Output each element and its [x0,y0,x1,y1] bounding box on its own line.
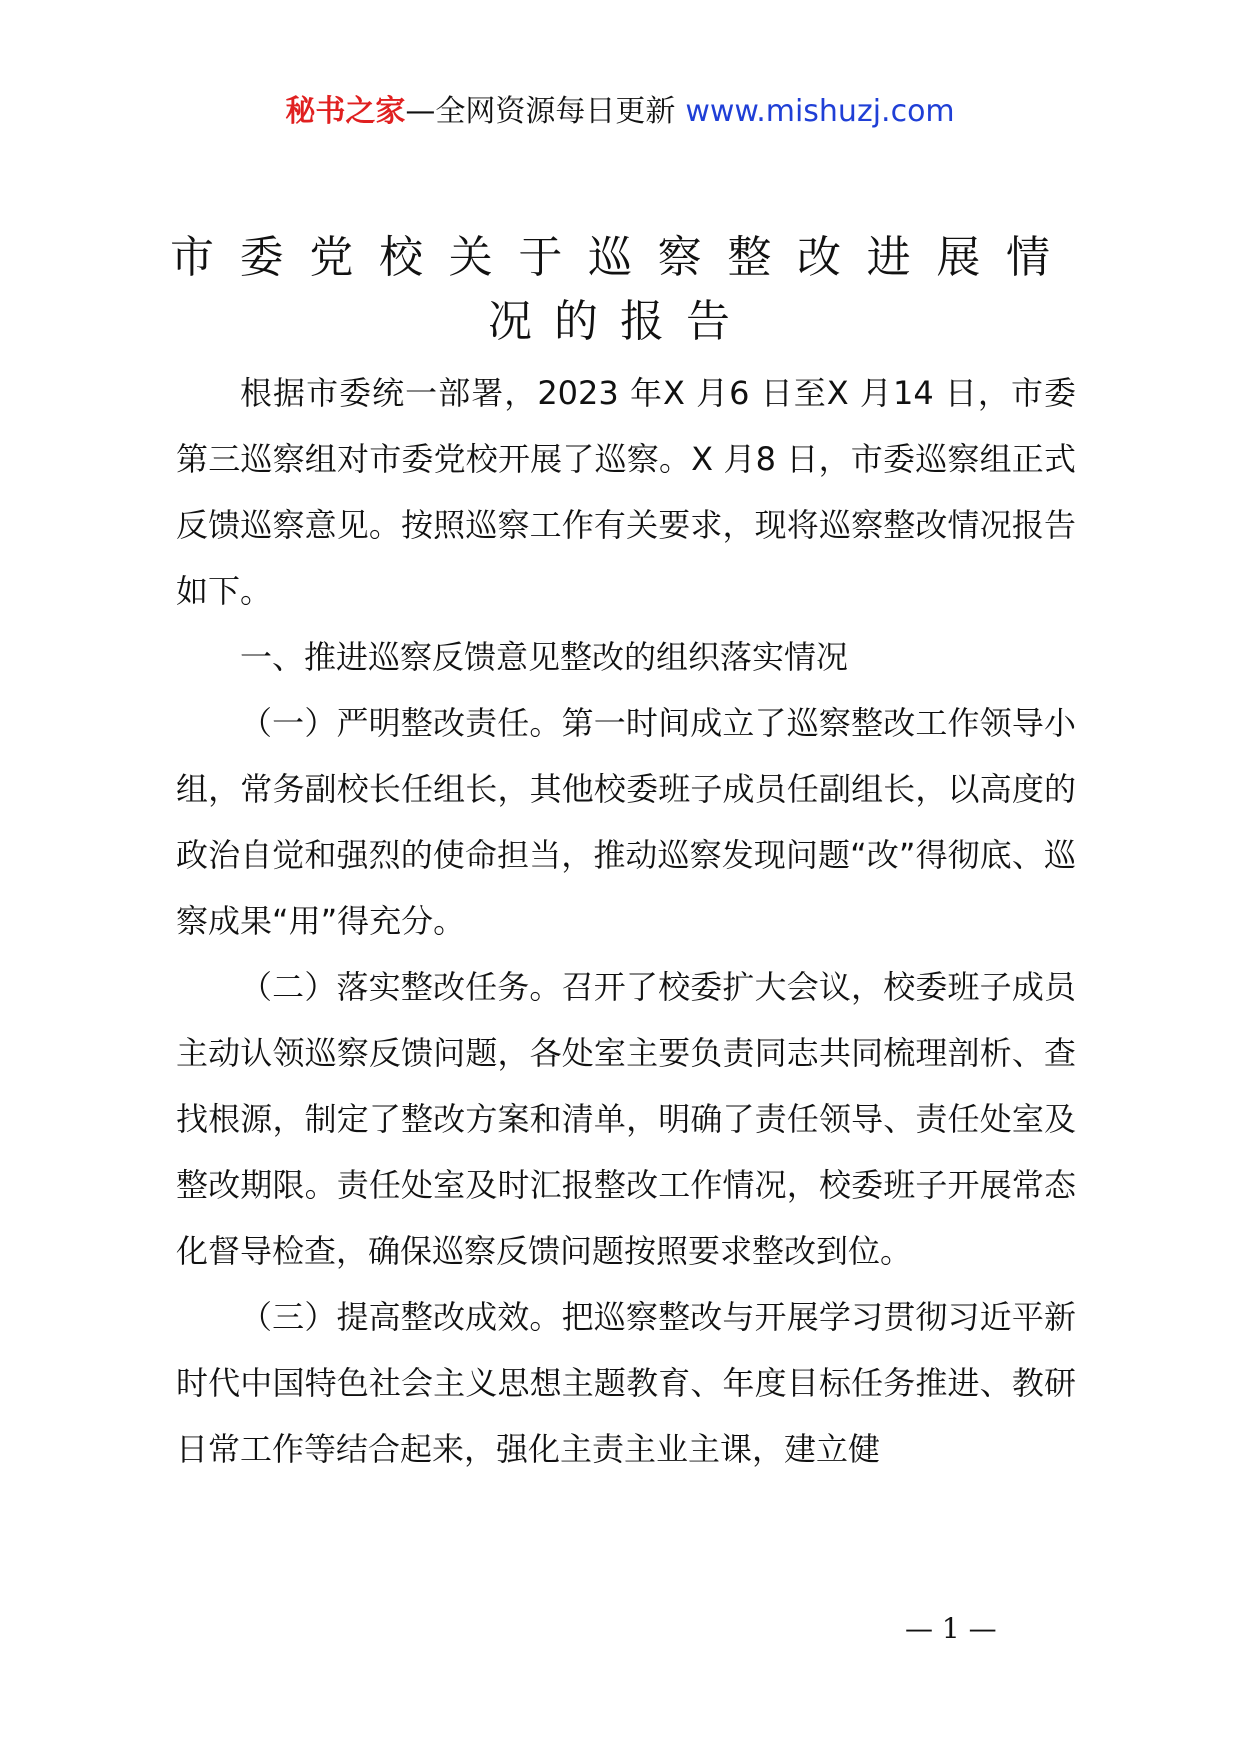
page-number-text: — 1 — [905,1612,997,1645]
document-title-line-1: 市委党校关于巡察整改进展情 [170,232,1070,283]
brand-name: 秘书之家 [285,94,406,129]
document-body [176,360,1076,1482]
section-heading: 一、推进巡察反馈意见整改的组织落实情况 [240,638,849,676]
paragraph-intro: 根据市委统一部署，2023 年X 月6 日至X 月14 日，市委第三巡察组对市委党校开展了巡察。X 月8 日，市委巡察组正式反馈巡察意见。按照巡察工作有关要求，现将巡察整改情况报告如下。 [176,374,1076,610]
document-title-line-2: 况的报告 [488,296,752,347]
header-tagline: —全网资源每日更新 [405,94,676,129]
paragraph-2: （二）落实整改任务。召开了校委扩大会议，校委班子成员主动认领巡察反馈问题，各处室主要负责同志共同梳理剖析、查找根源，制定了整改方案和清单，明确了责任领导、责任处室及整改期限。责任处室及时汇报整改工作情况，校委班子开展常态化督导检查，确保巡察反馈问题按照要求整改到位。 [176,968,1076,1270]
site-url-link[interactable]: www.mishuzj.com [685,94,955,129]
paragraph-3: （三）提高整改成效。把巡察整改与开展学习贯彻习近平新时代中国特色社会主义思想主题教育、年度目标任务推进、教研日常工作等结合起来，强化主责主业主课，建立健 [176,1298,1076,1468]
paragraph-1: （一）严明整改责任。第一时间成立了巡察整改工作领导小组，常务副校长任组长，其他校委班子成员任副组长，以高度的政治自觉和强烈的使命担当，推动巡察发现问题“改”得彻底、巡察成果“用”得充分。 [176,704,1076,940]
site-header [0,92,1240,132]
